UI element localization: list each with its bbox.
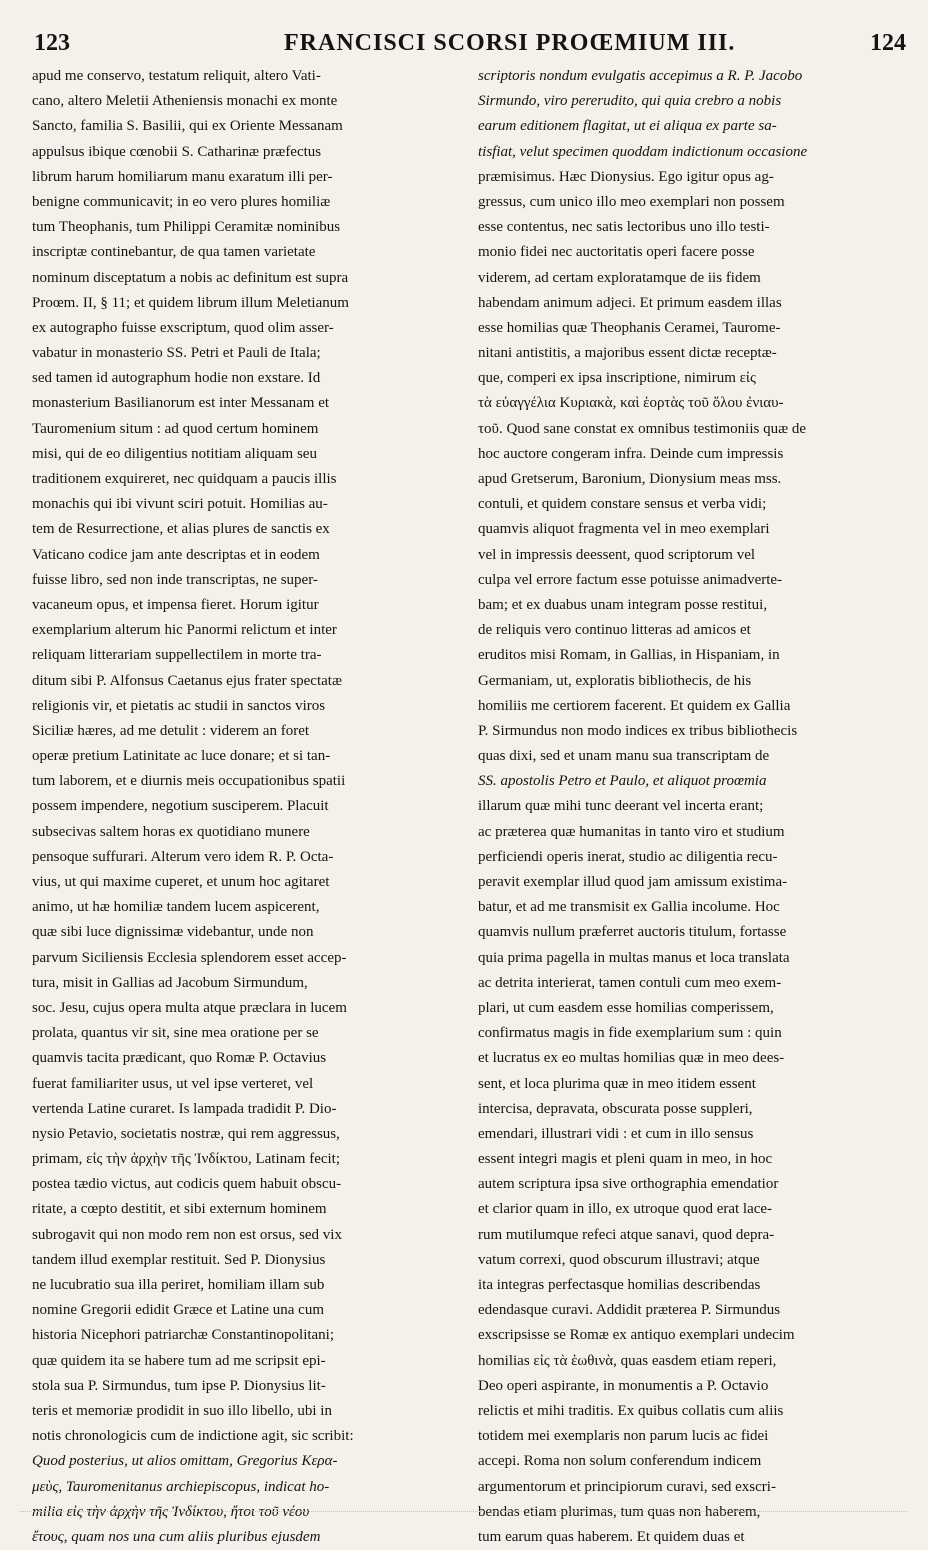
text-line: emendari, illustrari vidi : et cum in illo sensus	[478, 1125, 754, 1142]
text-line: Sirmundo, viro pereruditо, qui quia crebro a nobis	[478, 93, 782, 110]
text-line: vabatur in monasterio SS. Petri et Pauli de Itala;	[32, 345, 321, 362]
text-line: operæ pretium Latinitate ac luce donare; et si tan-	[32, 748, 331, 765]
text-line: ac præterea quæ humanitas in tanto viro et studium	[478, 823, 785, 840]
text-line: historia Nicephori patriarchæ Constantinopolitani;	[32, 1327, 335, 1344]
text-line: edendasque curavi. Addidit præterea P. Sirmundus	[478, 1302, 781, 1319]
text-line: primam, εἰς τὴν ἀρχὴν τῆς Ἰνδίκτου, Latinam fecit;	[32, 1151, 341, 1168]
text-line: quia prima pagella in multas manus et loca translata	[478, 949, 790, 966]
text-line: perficiendi operis inerat, studio ac diligentia recu-	[478, 848, 778, 865]
page-header	[34, 30, 906, 62]
text-line: homiliis me certiorem facerent. Et quidem ex Gallia	[478, 697, 791, 714]
text-line: vius, ut qui maxime cuperet, et unum hoc agitaret	[32, 874, 330, 890]
right-text-column	[478, 64, 894, 1550]
text-line: tura, misit in Gallias ad Jacobum Sirmundum,	[32, 974, 308, 991]
text-line: batur, et ad me transmisit ex Gallia incolume. Hoc	[478, 899, 780, 916]
text-line: gressus, cum unico illo meo exemplari non possem	[478, 193, 785, 210]
text-line: soc. Jesu, cujus opera multa atque præclara in lucem	[32, 999, 347, 1016]
text-line: hoc auctore congeram infra. Deinde cum impressis	[478, 445, 784, 462]
text-line: bam; et ex duabus unam integram posse restitui,	[478, 596, 768, 613]
text-line: tum Theophanis, tum Philippi Ceramitæ nominibus	[32, 219, 341, 236]
text-line: exscripsisse se Romæ ex antiquo exemplari undecim	[478, 1327, 795, 1344]
text-line: SS. apostolis Petro et Paulo, et aliquot proœmia	[478, 773, 767, 790]
text-line: τὰ εὐαγγέλια Κυριακὰ, καὶ ἑορτὰς τοῦ ὅλου ἐνιαυ-	[478, 395, 784, 412]
text-line: nomine Gregorii edidit Græce et Latine una cum	[32, 1302, 324, 1319]
text-line: Germaniam, ut, exploratis bibliothecis, de his	[478, 672, 752, 689]
text-line: teris et memoriæ prodidit in suo illo libello, ubi in	[32, 1402, 332, 1419]
text-line: notis chronologicis cum de indictione agit, sic scribit:	[32, 1428, 354, 1445]
text-line: sed tamen id autographum hodie non exstare. Id	[32, 370, 321, 387]
text-line: librum harum homiliarum manu exaratum illi per-	[32, 168, 333, 185]
text-line: vel in impressis deessent, quod scriptorum vel	[478, 546, 756, 563]
page-number-left: 123	[34, 30, 70, 56]
text-line: ritate, a cœpto destitit, et sibi externum hominem	[32, 1201, 327, 1218]
text-line: Vaticano codice jam ante descriptas et in eodem	[32, 546, 320, 563]
text-line: fuerat familiariter usus, ut vel ipse verteret, vel	[32, 1075, 314, 1092]
text-line: et clarior quam in illo, ex utroque quod erat lace-	[478, 1201, 773, 1218]
text-line: plari, ut cum easdem esse homilias comperissem,	[478, 999, 774, 1016]
text-line: misi, qui de eo diligentius notitiam aliquam seu	[32, 445, 317, 462]
text-line: exemplarium alterum hic Panormi relictum et inter	[32, 622, 337, 639]
text-line: esse contentus, nec satis lectoribus uno illo testi-	[478, 219, 770, 236]
text-line: bendas etiam plurimas, tum quas non haberem,	[478, 1503, 761, 1520]
text-line: peravit exemplar illud quod jam amissum existima-	[478, 874, 788, 890]
text-line: habendam animum adjeci. Et primum easdem illas	[478, 294, 782, 311]
text-line: ita integras perfectasque homilias describendas	[478, 1277, 761, 1293]
text-line: sent, et loca plurima quæ in meo itidem essent	[478, 1075, 756, 1092]
text-line: vacaneum opus, et impensa fieret. Horum igitur	[32, 596, 319, 613]
text-line: ἔτους, quam nos una cum aliis pluribus ejusdem	[32, 1528, 321, 1545]
text-line: religionis vir, et pietatis ac studii in sanctos viros	[32, 697, 326, 714]
text-line: Proœm. II, § 11; et quidem librum illum Meletianum	[32, 294, 349, 311]
text-line: tem de Resurrectione, et alias plures de sanctis ex	[32, 521, 330, 538]
text-line: ne lucubratio sua illa periret, homiliam illam sub	[32, 1277, 325, 1293]
text-line: tum laborem, et e diurnis meis occupationibus spatii	[32, 773, 346, 790]
text-line: essent integri magis et pleni quam in meo, in hoc	[478, 1151, 773, 1168]
text-line: ditum sibi P. Alfonsus Caetanus ejus frater spectatæ	[32, 672, 342, 689]
text-line: monio fidei nec auctoritatis operi facere posse	[478, 244, 755, 261]
text-line: earum editionem flagitat, ut ei aliqua ex parte sa-	[478, 118, 777, 135]
text-line: ac detrita interierat, tamen contuli cum meo exem-	[478, 974, 782, 991]
text-line: Sancto, familia S. Basilii, qui ex Oriente Messanam	[32, 118, 343, 135]
text-line: ex autographo fuisse exscriptum, quod olim asser-	[32, 319, 334, 336]
text-line: quæ sibi luce dignissimæ videbantur, unde non	[32, 924, 314, 941]
text-line: homilias εἰς τὰ ἑωθινὰ, quas easdem etiam reperi,	[478, 1352, 777, 1369]
text-line: monasterium Basilianorum est inter Messanam et	[32, 395, 330, 412]
text-line: τοῦ. Quod sane constat ex omnibus testimoniis quæ de	[478, 420, 807, 437]
text-line: μεὺς, Tauromenitanus archiepiscopus, indicat ho-	[32, 1478, 330, 1495]
text-line: scriptoris nondum evulgatis accepimus a R. P. Jacobo	[478, 68, 803, 84]
text-line: eruditos misi Romam, in Gallias, in Hispaniam, in	[478, 647, 780, 664]
text-line: milia εἰς τὴν ἀρχὴν τῆς Ἰνδίκτου, ἤτοι τοῦ νέου	[32, 1503, 310, 1520]
text-line: de reliquis vero continuo litteras ad amicos et	[478, 622, 751, 639]
text-line: cano, altero Meletii Atheniensis monachi ex monte	[32, 93, 338, 110]
text-line: rum mutilumque refeci atque sanavi, quod depra-	[478, 1226, 775, 1243]
running-title: FRANCISCI SCORSI PROŒMIUM III.	[284, 30, 736, 56]
text-line: Deo operi aspirante, in monumentis a P. Octavio	[478, 1377, 769, 1394]
text-line: stola sua P. Sirmundus, tum ipse P. Dionysius lit-	[32, 1377, 326, 1394]
text-line: esse homilias quæ Theophanis Ceramei, Taurome-	[478, 319, 781, 336]
text-line: prolata, quantus vir sit, sine mea oratione per se	[32, 1025, 319, 1042]
text-line: apud Gretserum, Baronium, Dionysium meas mss.	[478, 471, 782, 487]
text-line: argumentorum et principiorum curavi, sed exscri-	[478, 1478, 776, 1495]
text-line: Siciliæ hæres, ad me detulit : viderem an foret	[32, 722, 310, 739]
text-line: traditionem exquireret, nec quidquam a paucis illis	[32, 471, 337, 487]
text-line: Quod posterius, ut alios omittam, Gregorius Κερα-	[32, 1453, 338, 1470]
text-line: quamvis tacita prædicant, quo Romæ P. Octavius	[32, 1050, 327, 1067]
text-line: et lucratus ex eo multas homilias quæ in meo dees-	[478, 1050, 785, 1067]
text-line: nitani antistitis, a majoribus essent dictæ receptæ-	[478, 345, 777, 362]
text-line: quamvis nullum præferret auctoris titulum, fortasse	[478, 924, 787, 941]
page-number-right: 124	[870, 30, 906, 56]
text-line: appulsus ibique cœnobii S. Catharinæ præfectus	[32, 143, 322, 160]
text-line: nominum disceptatum a nobis ac definitum est supra	[32, 269, 349, 286]
text-line: que, comperi ex ipsa inscriptione, nimirum εἰς	[478, 370, 756, 387]
text-line: confirmatus magis in fide exemplarium sum : quin	[478, 1025, 782, 1042]
text-line: P. Sirmundus non modo indices ex tribus bibliothecis	[478, 722, 798, 739]
text-line: fuisse libro, sed non inde transcriptas, ne super-	[32, 571, 318, 588]
text-line: autem scriptura ipsa sive orthographia emendatior	[478, 1176, 779, 1193]
text-line: animo, ut hæ homiliæ tandem lucem aspicerent,	[32, 899, 320, 916]
text-line: contuli, et quidem constare sensus et verba vidi;	[478, 496, 767, 513]
text-line: nysio Petavio, societatis nostræ, qui rem aggressus,	[32, 1125, 340, 1142]
text-line: pensoque suffurari. Alterum vero idem R. P. Octa-	[32, 848, 334, 865]
text-line: subsecivas saltem horas ex quotidiano munere	[32, 823, 310, 840]
text-line: vertenda Latine curaret. Is lampada tradidit P. Dio-	[32, 1100, 337, 1117]
page-bottom-edge	[20, 1511, 908, 1532]
text-line: Tauromenium situm : ad quod certum hominem	[32, 420, 319, 437]
text-line: præmisimus. Hæc Dionysius. Ego igitur opus ag-	[478, 168, 774, 185]
text-line: parvum Siciliensis Ecclesia splendorem esset accep-	[32, 949, 347, 966]
text-line: illarum quæ mihi tunc deerant vel incerta erant;	[478, 798, 764, 815]
left-text-column	[32, 64, 458, 1550]
text-line: quas dixi, sed et unam manu sua transcriptam de	[478, 748, 770, 765]
text-line: vatum correxi, quod obscurum illustravi; atque	[478, 1251, 760, 1268]
text-line: apud me conservo, testatum reliquit, altero Vati-	[32, 68, 321, 84]
text-line: tum earum quas haberem. Et quidem duas et	[478, 1528, 745, 1545]
text-line: viderem, ad certam exploratamque de iis fidem	[478, 269, 761, 286]
text-line: relictis et mihi traditis. Ex quibus collatis cum aliis	[478, 1402, 784, 1419]
text-line: possem impendere, negotium susciperem. Placuit	[32, 798, 329, 815]
text-line: reliquam litterariam suppellectilem in morte tra-	[32, 647, 322, 664]
text-line: intercisa, depravata, obscurata posse suppleri,	[478, 1100, 753, 1117]
text-line: subrogavit qui non modo rem non est orsus, sed vix	[32, 1226, 342, 1243]
text-line: benigne communicavit; in eo vero plures homiliæ	[32, 193, 331, 210]
text-line: accepi. Roma non solum conferendum indicem	[478, 1453, 762, 1470]
text-line: quamvis aliquot fragmenta vel in meo exemplari	[478, 521, 770, 538]
text-line: postea tædio victus, aut codicis quem habuit obscu-	[32, 1176, 342, 1193]
text-line: totidem mei exemplaris non parum lucis ac fidei	[478, 1428, 769, 1445]
text-line: culpa vel errore factum esse potuisse animadverte-	[478, 571, 783, 588]
text-line: inscriptæ continebantur, de qua tamen varietate	[32, 244, 316, 261]
text-line: monachis qui ibi vivunt sciri potuit. Homilias au-	[32, 496, 328, 513]
text-line: tandem illud exemplar restituit. Sed P. Dionysius	[32, 1251, 326, 1268]
text-line: tisfiat, velut specimen quoddam indictionum occasione	[478, 143, 808, 160]
text-line: quæ quidem ita se habere tum ad me scripsit epi-	[32, 1352, 326, 1369]
